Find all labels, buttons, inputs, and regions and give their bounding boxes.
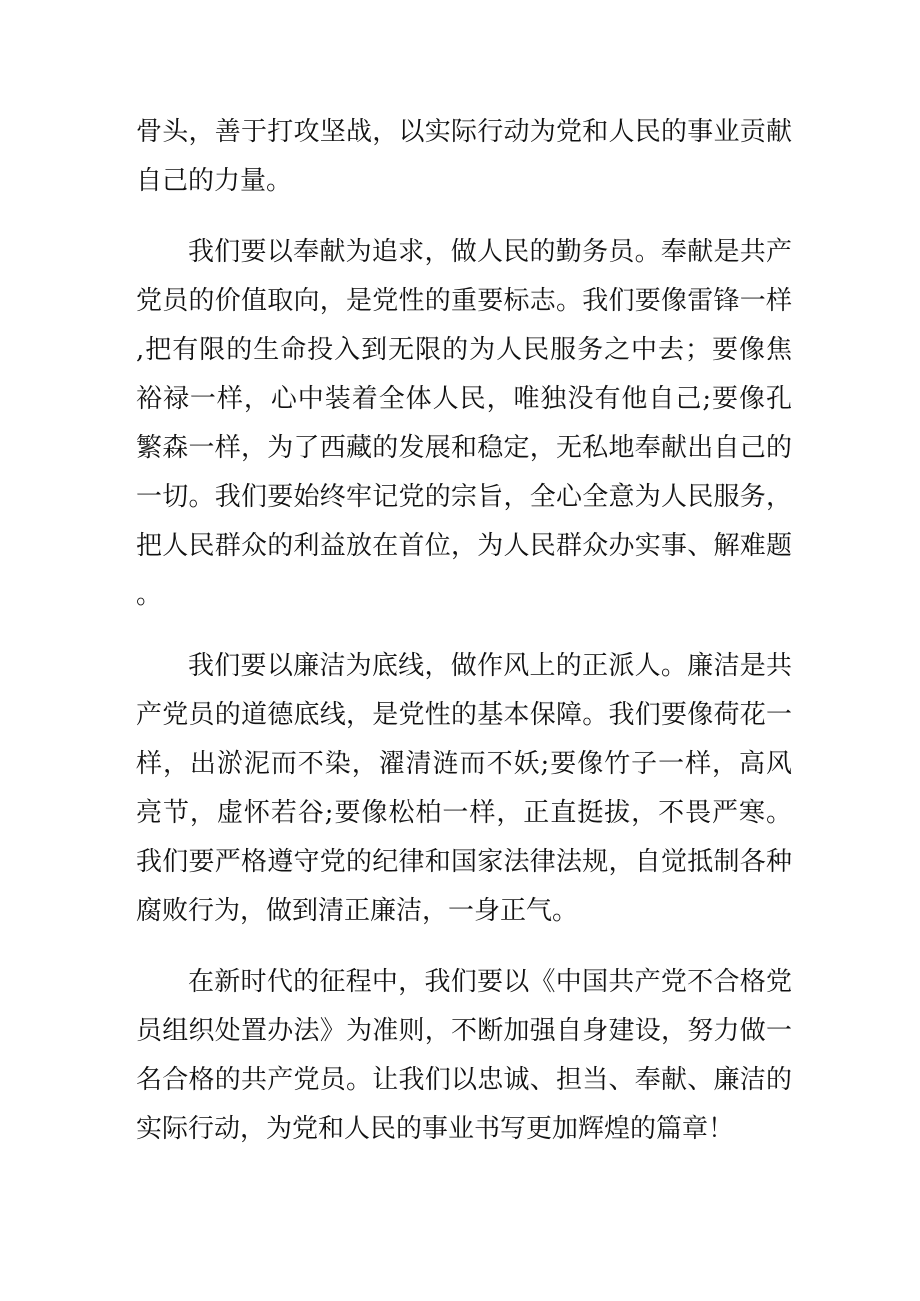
- paragraph-continuation: 骨头，善于打攻坚战，以实际行动为党和人民的事业贡献自己的力量。: [136, 117, 792, 196]
- document-body: [136, 108, 792, 1154]
- paragraph-dedication: 我们要以奉献为追求，做人民的勤务员。奉献是共产党员的价值取向，是党性的重要标志。我们要像雷锋一样,把有限的生命投入到无限的为人民服务之中去；要像焦裕禄一样，心中装着全体人民，唯独没有他自己;要像孔繁森一样，为了西藏的发展和稳定，无私地奉献出自己的一切。我们要始终牢记党的宗旨，全心全意为人民服务，把人民群众的利益放在首位，为人民群众办实事、解难题。: [136, 237, 792, 610]
- paragraph-integrity: 我们要以廉洁为底线，做作风上的正派人。廉洁是共产党员的道德底线，是党性的基本保障。我们要像荷花一样，出淤泥而不染，濯清涟而不妖;要像竹子一样，高风亮节，虚怀若谷;要像松柏一样，正直挺拔，不畏严寒。我们要严格遵守党的纪律和国家法律法规，自觉抵制各种腐败行为，做到清正廉洁，一身正气。: [136, 651, 792, 926]
- paragraph-conclusion: 在新时代的征程中，我们要以《中国共产党不合格党员组织处置办法》为准则，不断加强自身建设，努力做一名合格的共产党员。让我们以忠诚、担当、奉献、廉洁的实际行动，为党和人民的事业书写更加辉煌的篇章！: [136, 967, 792, 1144]
